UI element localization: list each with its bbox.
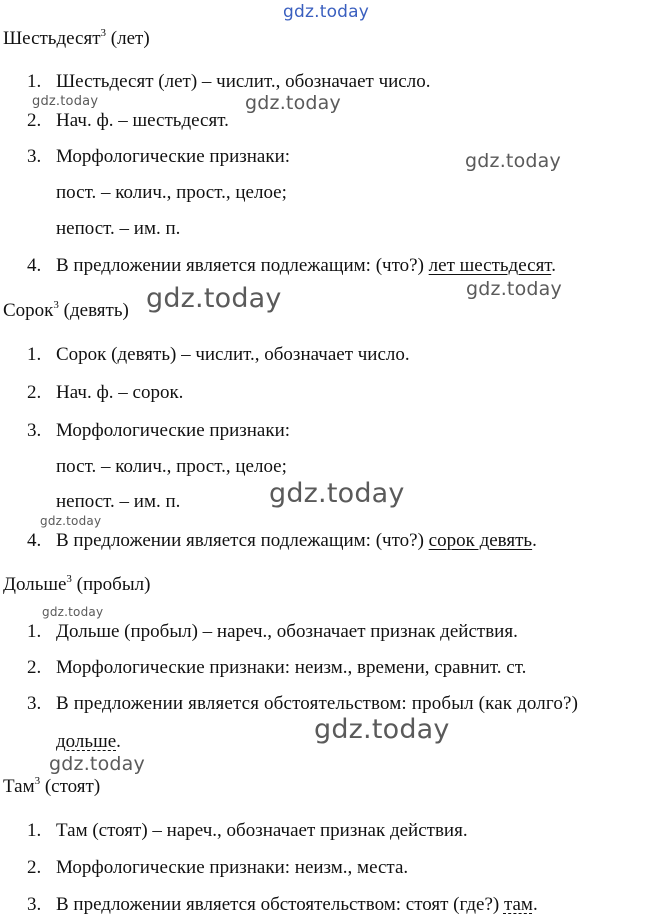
watermark: gdz.today — [466, 278, 562, 300]
watermark: gdz.today — [42, 605, 104, 619]
section-heading: Там$^3$ (стоят) — [3, 775, 101, 797]
watermark: gdz.today — [245, 92, 341, 114]
underlined-adverbial: дольше — [56, 731, 117, 752]
watermark: gdz.today — [40, 514, 102, 528]
underlined-adverbial: там — [503, 894, 533, 915]
list-subline: непост. – им. п. — [56, 491, 181, 512]
section-heading: Сорок$^3$ (девять) — [3, 299, 129, 321]
section-heading: Шестьдесят$^3$ (лет) — [3, 27, 150, 49]
list-subline: пост. – колич., прост., целое; — [56, 456, 287, 477]
list-subline: непост. – им. п. — [56, 218, 181, 239]
watermark: gdz.today — [465, 150, 561, 172]
underlined-subject: сорок девять — [428, 530, 533, 551]
list-subline: пост. – колич., прост., целое; — [56, 182, 287, 203]
watermark: gdz.today — [146, 283, 282, 314]
underlined-subject: лет шестьдесят — [428, 255, 552, 276]
section-heading: Дольше$^3$ (пробыл) — [3, 573, 151, 595]
watermark: gdz.today — [283, 2, 370, 22]
watermark: gdz.today — [314, 714, 450, 745]
list-subline: дольше. — [56, 731, 121, 752]
watermark: gdz.today — [269, 478, 405, 509]
watermark: gdz.today — [49, 753, 145, 775]
watermark: gdz.today — [32, 94, 99, 109]
